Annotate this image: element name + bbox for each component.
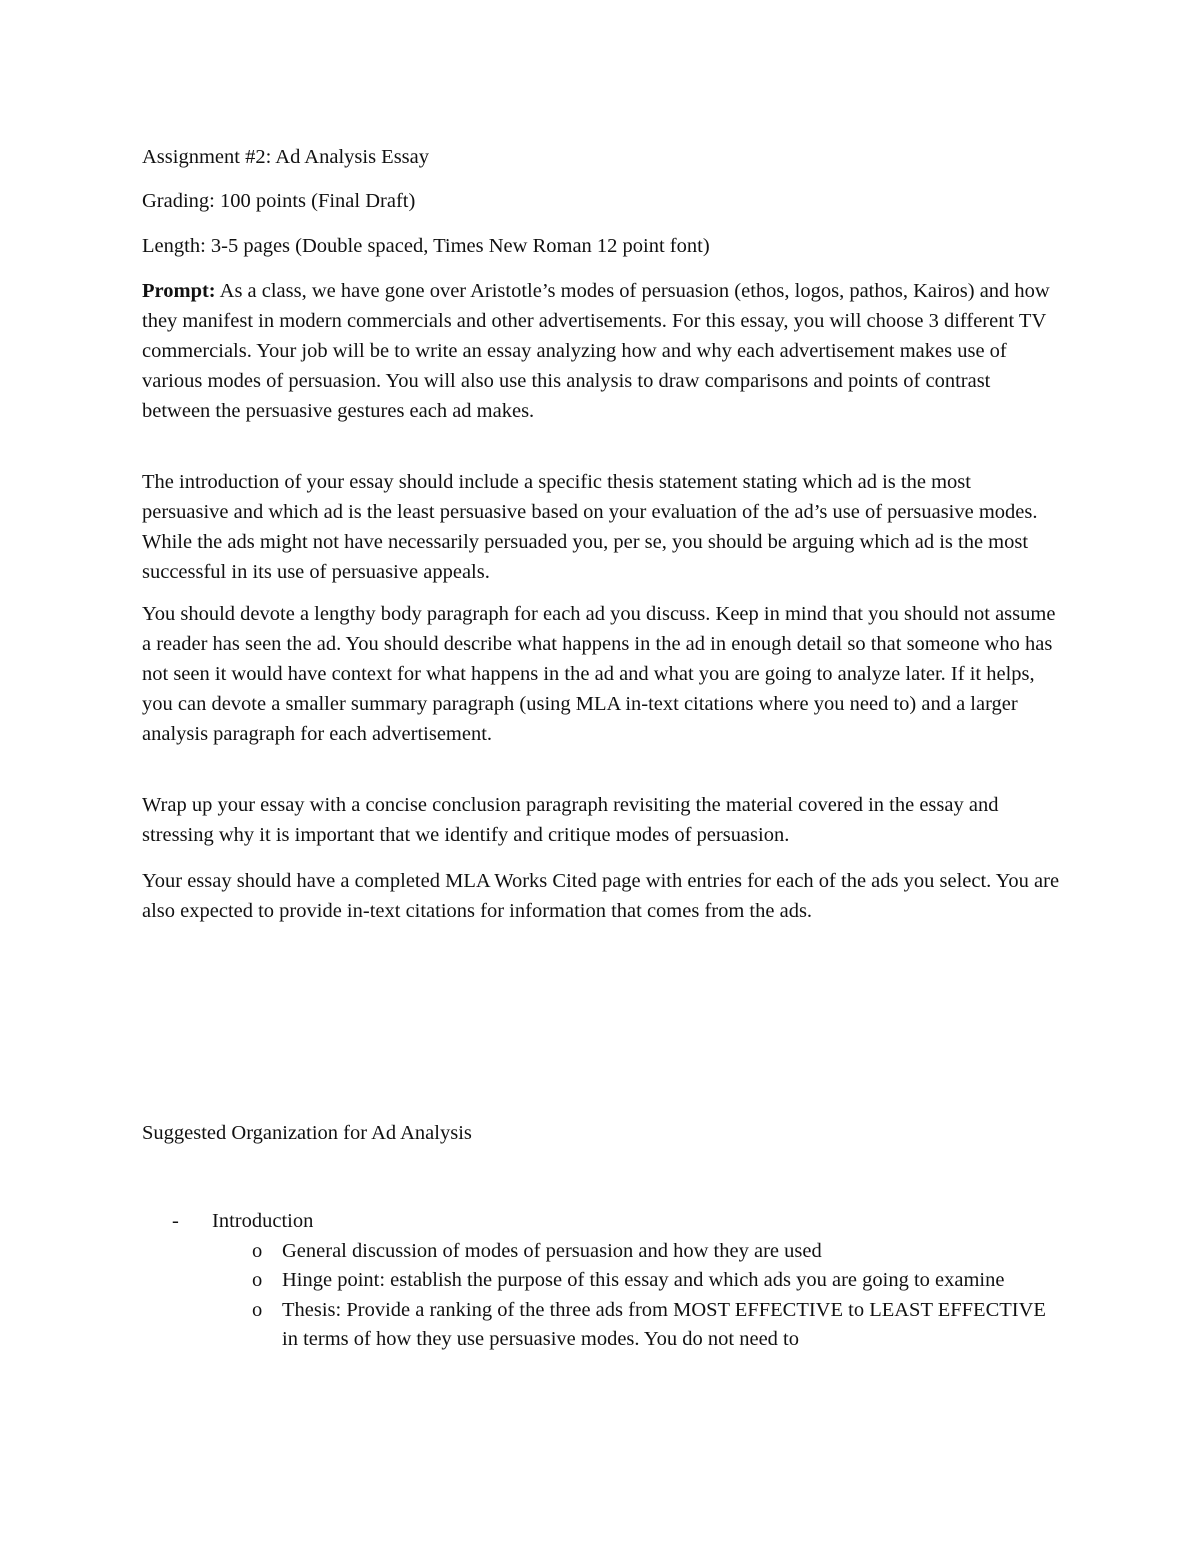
assignment-title: Assignment #2: Ad Analysis Essay xyxy=(142,146,430,168)
section-label: Introduction xyxy=(212,1210,314,1232)
sub-list-item xyxy=(212,1237,1062,1267)
grading-line: Grading: 100 points (Final Draft) xyxy=(142,190,416,212)
prompt-paragraph xyxy=(142,276,1062,426)
bullet-marker: o xyxy=(252,1298,263,1321)
list-item-introduction xyxy=(142,1207,1062,1355)
organization-title: Suggested Organization for Ad Analysis xyxy=(142,1122,472,1144)
sub-list-text: Hinge point: establish the purpose of this essay and which ads you are going to examine xyxy=(282,1269,1005,1291)
length-line: Length: 3-5 pages (Double spaced, Times New Roman 12 point font) xyxy=(142,235,710,257)
bullet-marker: o xyxy=(252,1239,263,1262)
bullet-marker: o xyxy=(252,1269,263,1291)
organization-list xyxy=(142,1207,1062,1355)
prompt-text: As a class, we have gone over Aristotle’s modes of persuasion (ethos, logos, pathos, Kairos) and how they manifest in modern commercials and other advertisements. For this essay, you will choose 3 different TV commercials. Your job will be to write an essay analyzing how and why each advertisement makes use of various modes of persuasion. You will also use this analysis to draw comparisons and points of contrast between the persuasive gestures each ad makes. xyxy=(142,280,1050,422)
body-paragraph: You should devote a lengthy body paragraph for each ad you discuss. Keep in mind that you should not assume a reader has seen the ad. You should describe what happens in the ad in enough detail so that someone who has not seen it would have context for what happens in the ad and what you are going to analyze later. If it helps, you can devote a smaller summary paragraph (using MLA in-text citations where you need to) and a larger analysis paragraph for each advertisement. xyxy=(142,603,1056,745)
intro-paragraph: The introduction of your essay should include a specific thesis statement stating which ad is the most persuasive and which ad is the least persuasive based on your evaluation of the ad’s use of persuasive modes. While the ads might not have necessarily persuaded you, per se, you should be arguing which ad is the most successful in its use of persuasive appeals. xyxy=(142,471,1038,583)
prompt-label: Prompt: xyxy=(142,280,216,302)
sub-list-text: General discussion of modes of persuasion and how they are used xyxy=(282,1239,822,1262)
sub-list-text: Thesis: Provide a ranking of the three ads from MOST EFFECTIVE to LEAST EFFECTIVE in terms of how they use persuasive modes. You do not need to xyxy=(282,1298,1046,1350)
works-cited-paragraph: Your essay should have a completed MLA Works Cited page with entries for each of the ads you select. You are also expected to provide in-text citations for information that comes from the ads. xyxy=(142,870,1060,922)
dash-marker: - xyxy=(172,1210,179,1232)
sub-list-item xyxy=(212,1266,1062,1296)
sub-list-item xyxy=(212,1296,1062,1355)
conclusion-paragraph: Wrap up your essay with a concise conclusion paragraph revisiting the material covered in the essay and stressing why it is important that we identify and critique modes of persuasion. xyxy=(142,794,999,846)
introduction-sublist xyxy=(212,1237,1062,1355)
